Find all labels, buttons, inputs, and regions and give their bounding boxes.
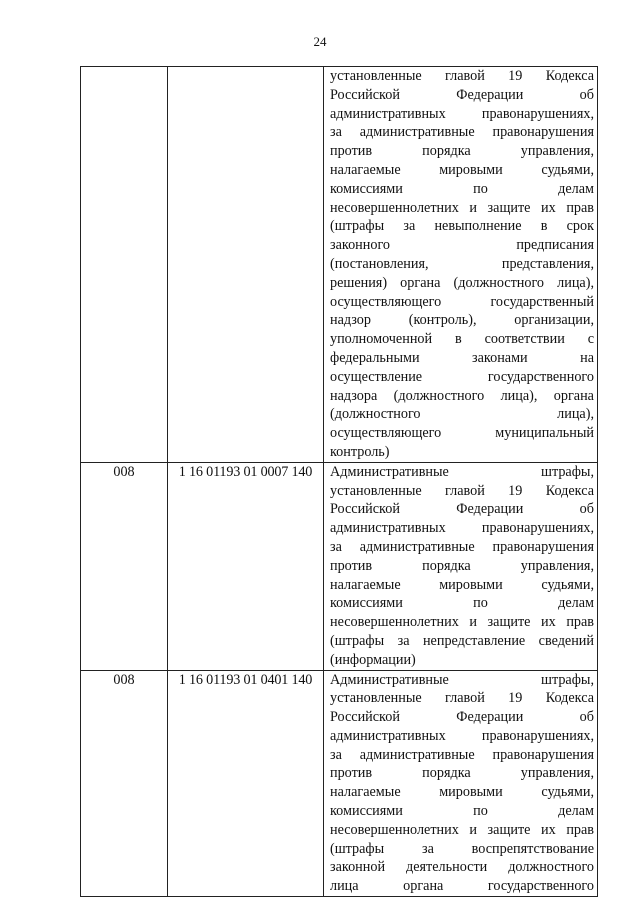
kbk-code-cell: 1 16 01193 01 0401 140 (168, 670, 324, 897)
description-line: надзор (контроль), организации, (330, 312, 594, 329)
description-line: административных правонарушениях, (330, 727, 594, 744)
admin-code-cell: 008 (81, 670, 168, 897)
description-line: лица органа государственного (330, 878, 594, 895)
description-cell (324, 67, 598, 463)
kbk-code-cell (168, 67, 324, 463)
description-line: контроль) (330, 443, 390, 460)
description-line: осуществление государственного (330, 368, 594, 385)
description-line: против порядка управления, (330, 765, 594, 782)
description-line: (штрафы за непредставление сведений (330, 632, 594, 649)
description-line: налагаемые мировыми судьями, (330, 784, 594, 801)
budget-classification-table (80, 66, 598, 897)
description-line: комиссиями по делам (330, 595, 594, 612)
table-row (81, 670, 598, 897)
description-line: установленные главой 19 Кодекса (330, 68, 594, 84)
description-line: установленные главой 19 Кодекса (330, 690, 594, 707)
description-line: налагаемые мировыми судьями, (330, 161, 594, 178)
description-line: комиссиями по делам (330, 180, 594, 197)
description-line: федеральными законами на (330, 349, 594, 366)
description-line: (информации) (330, 651, 416, 668)
page-number: 24 (313, 34, 327, 49)
description-line: несовершеннолетних и защите их прав (330, 199, 594, 216)
description-line: налагаемые мировыми судьями, (330, 576, 594, 593)
description-line: несовершеннолетних и защите их прав (330, 614, 594, 631)
description-line: (должностного лица), (330, 406, 594, 423)
description-line: против порядка управления, (330, 143, 594, 160)
description-line: Российской Федерации об (330, 86, 594, 103)
admin-code-cell: 008 (81, 462, 168, 670)
description-line: за административные правонарушения (330, 124, 594, 141)
description-cell (324, 670, 598, 897)
description-line: Административные штрафы, (330, 671, 594, 688)
description-line: Российской Федерации об (330, 501, 594, 518)
table-row (81, 67, 598, 463)
description-line: осуществляющего муниципальный (330, 425, 594, 442)
description-line: несовершеннолетних и защите их прав (330, 821, 594, 838)
description-line: установленные главой 19 Кодекса (330, 482, 594, 499)
description-line: (штрафы за воспрепятствование (330, 840, 594, 857)
description-line: за административные правонарушения (330, 746, 594, 763)
table-row (81, 462, 598, 670)
description-line: законного предписания (330, 237, 594, 254)
description-line: за административные правонарушения (330, 538, 594, 555)
description-line: (штрафы за невыполнение в срок (330, 218, 594, 235)
description-line: Российской Федерации об (330, 709, 594, 726)
description-line: осуществляющего государственный (330, 293, 594, 310)
kbk-code-cell: 1 16 01193 01 0007 140 (168, 462, 324, 670)
description-line: комиссиями по делам (330, 803, 594, 820)
description-line: Административные штрафы, (330, 463, 594, 480)
description-line: законной деятельности должностного (330, 859, 594, 876)
description-line: административных правонарушениях, (330, 105, 594, 122)
description-line: надзора (должностного лица), органа (330, 387, 594, 404)
description-cell (324, 462, 598, 670)
description-line: против порядка управления, (330, 557, 594, 574)
description-line: уполномоченной в соответствии с (330, 331, 594, 348)
description-line: административных правонарушениях, (330, 520, 594, 537)
description-line: (постановления, представления, (330, 255, 594, 272)
admin-code-cell (81, 67, 168, 463)
description-line: решения) органа (должностного лица), (330, 274, 594, 291)
